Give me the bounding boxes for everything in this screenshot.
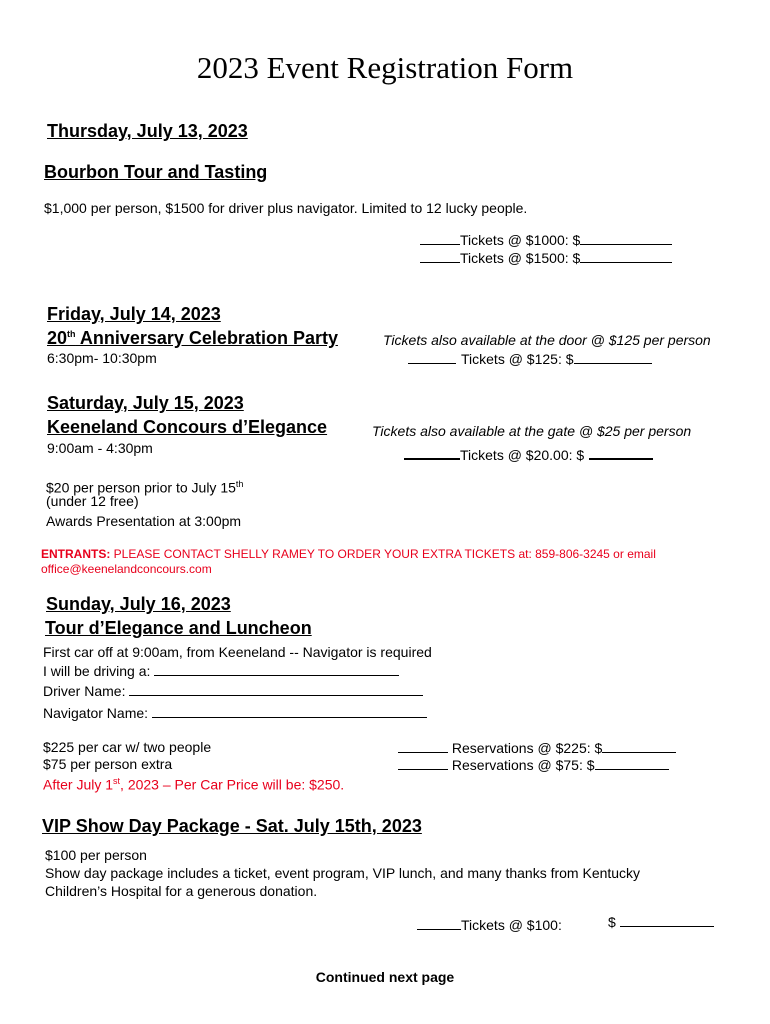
vip-package-title: VIP Show Day Package - Sat. July 15th, 2023 (42, 816, 422, 836)
ticket-qty-blank[interactable] (420, 249, 460, 263)
gate-ticket-note: Tickets also available at the gate @ $25 per person (372, 423, 692, 439)
ticket-qty-blank[interactable] (404, 445, 460, 460)
concours-price: $20 per person prior to July 15th (46, 479, 244, 496)
vip-ticket-line: Tickets @ $100: (417, 916, 562, 934)
bourbon-ticket-1500: Tickets @ $1500: $ (420, 249, 672, 267)
vip-amount: $ (608, 913, 714, 931)
vip-price: $100 per person (45, 847, 147, 863)
car-field[interactable] (154, 662, 399, 676)
ticket-amount-blank[interactable] (580, 249, 672, 263)
ticket-amount-blank[interactable] (580, 231, 672, 245)
bourbon-tour-title: Bourbon Tour and Tasting (44, 162, 268, 182)
page-title: 2023 Event Registration Form (196, 50, 574, 85)
driver-line: Driver Name: (43, 681, 423, 700)
bourbon-description: $1,000 per person, $1500 for driver plus navigator. Limited to 12 lucky people. (44, 200, 528, 216)
driver-name-field[interactable] (129, 681, 423, 696)
driving-line: I will be driving a: (43, 662, 399, 680)
friday-date: Friday, July 14, 2023 (47, 304, 221, 324)
entrants-email: office@keenelandconcours.com (41, 562, 212, 576)
reservation-75-line: Reservations @ $75: $ (398, 756, 669, 774)
vip-description-1: Show day package includes a ticket, event program, VIP lunch, and many thanks from Kentucky (45, 865, 641, 881)
anniversary-party-title: 20th Anniversary Celebration Party (47, 328, 338, 348)
concours-title: Keeneland Concours d’Elegance (47, 417, 328, 437)
bourbon-ticket-1000: Tickets @ $1000: $ (420, 231, 672, 249)
ticket-amount-blank[interactable] (589, 445, 653, 460)
reservation-225-line: Reservations @ $225: $ (398, 739, 676, 757)
concours-time: 9:00am - 4:30pm (47, 440, 153, 456)
reservation-qty-blank[interactable] (398, 739, 448, 753)
continued-footer: Continued next page (315, 969, 455, 985)
thursday-date: Thursday, July 13, 2023 (47, 121, 248, 141)
concours-ticket-line: Tickets @ $20.00: $ (404, 445, 653, 464)
navigator-name-field[interactable] (152, 703, 427, 718)
concours-under12: (under 12 free) (46, 493, 139, 509)
tour-price-car: $225 per car w/ two people (43, 739, 212, 755)
party-time: 6:30pm- 10:30pm (47, 350, 157, 366)
saturday-date: Saturday, July 15, 2023 (47, 393, 244, 413)
ticket-qty-blank[interactable] (420, 231, 460, 245)
party-ticket-line: Tickets @ $125: $ (408, 350, 652, 368)
concours-awards: Awards Presentation at 3:00pm (46, 513, 242, 529)
reservation-qty-blank[interactable] (398, 756, 448, 770)
door-ticket-note: Tickets also available at the door @ $125 per person (383, 332, 711, 348)
ticket-amount-blank[interactable] (620, 913, 714, 927)
tour-price-extra: $75 per person extra (43, 756, 173, 772)
vip-description-2: Children’s Hospital for a generous donation. (45, 883, 318, 899)
navigator-line: Navigator Name: (43, 703, 427, 722)
sunday-date: Sunday, July 16, 2023 (46, 594, 231, 614)
reservation-amount-blank[interactable] (602, 739, 676, 753)
entrants-notice: ENTRANTS: PLEASE CONTACT SHELLY RAMEY TO ORDER YOUR EXTRA TICKETS at: 859-806-3245 or email (41, 547, 656, 561)
reservation-amount-blank[interactable] (595, 756, 669, 770)
ticket-qty-blank[interactable] (417, 916, 461, 930)
after-july-note: After July 1st, 2023 – Per Car Price will be: $250. (43, 776, 345, 793)
first-car-info: First car off at 9:00am, from Keeneland -- Navigator is required (43, 644, 432, 660)
tour-luncheon-title: Tour d’Elegance and Luncheon (45, 618, 312, 638)
ticket-amount-blank[interactable] (574, 350, 652, 364)
ticket-qty-blank[interactable] (408, 350, 456, 364)
